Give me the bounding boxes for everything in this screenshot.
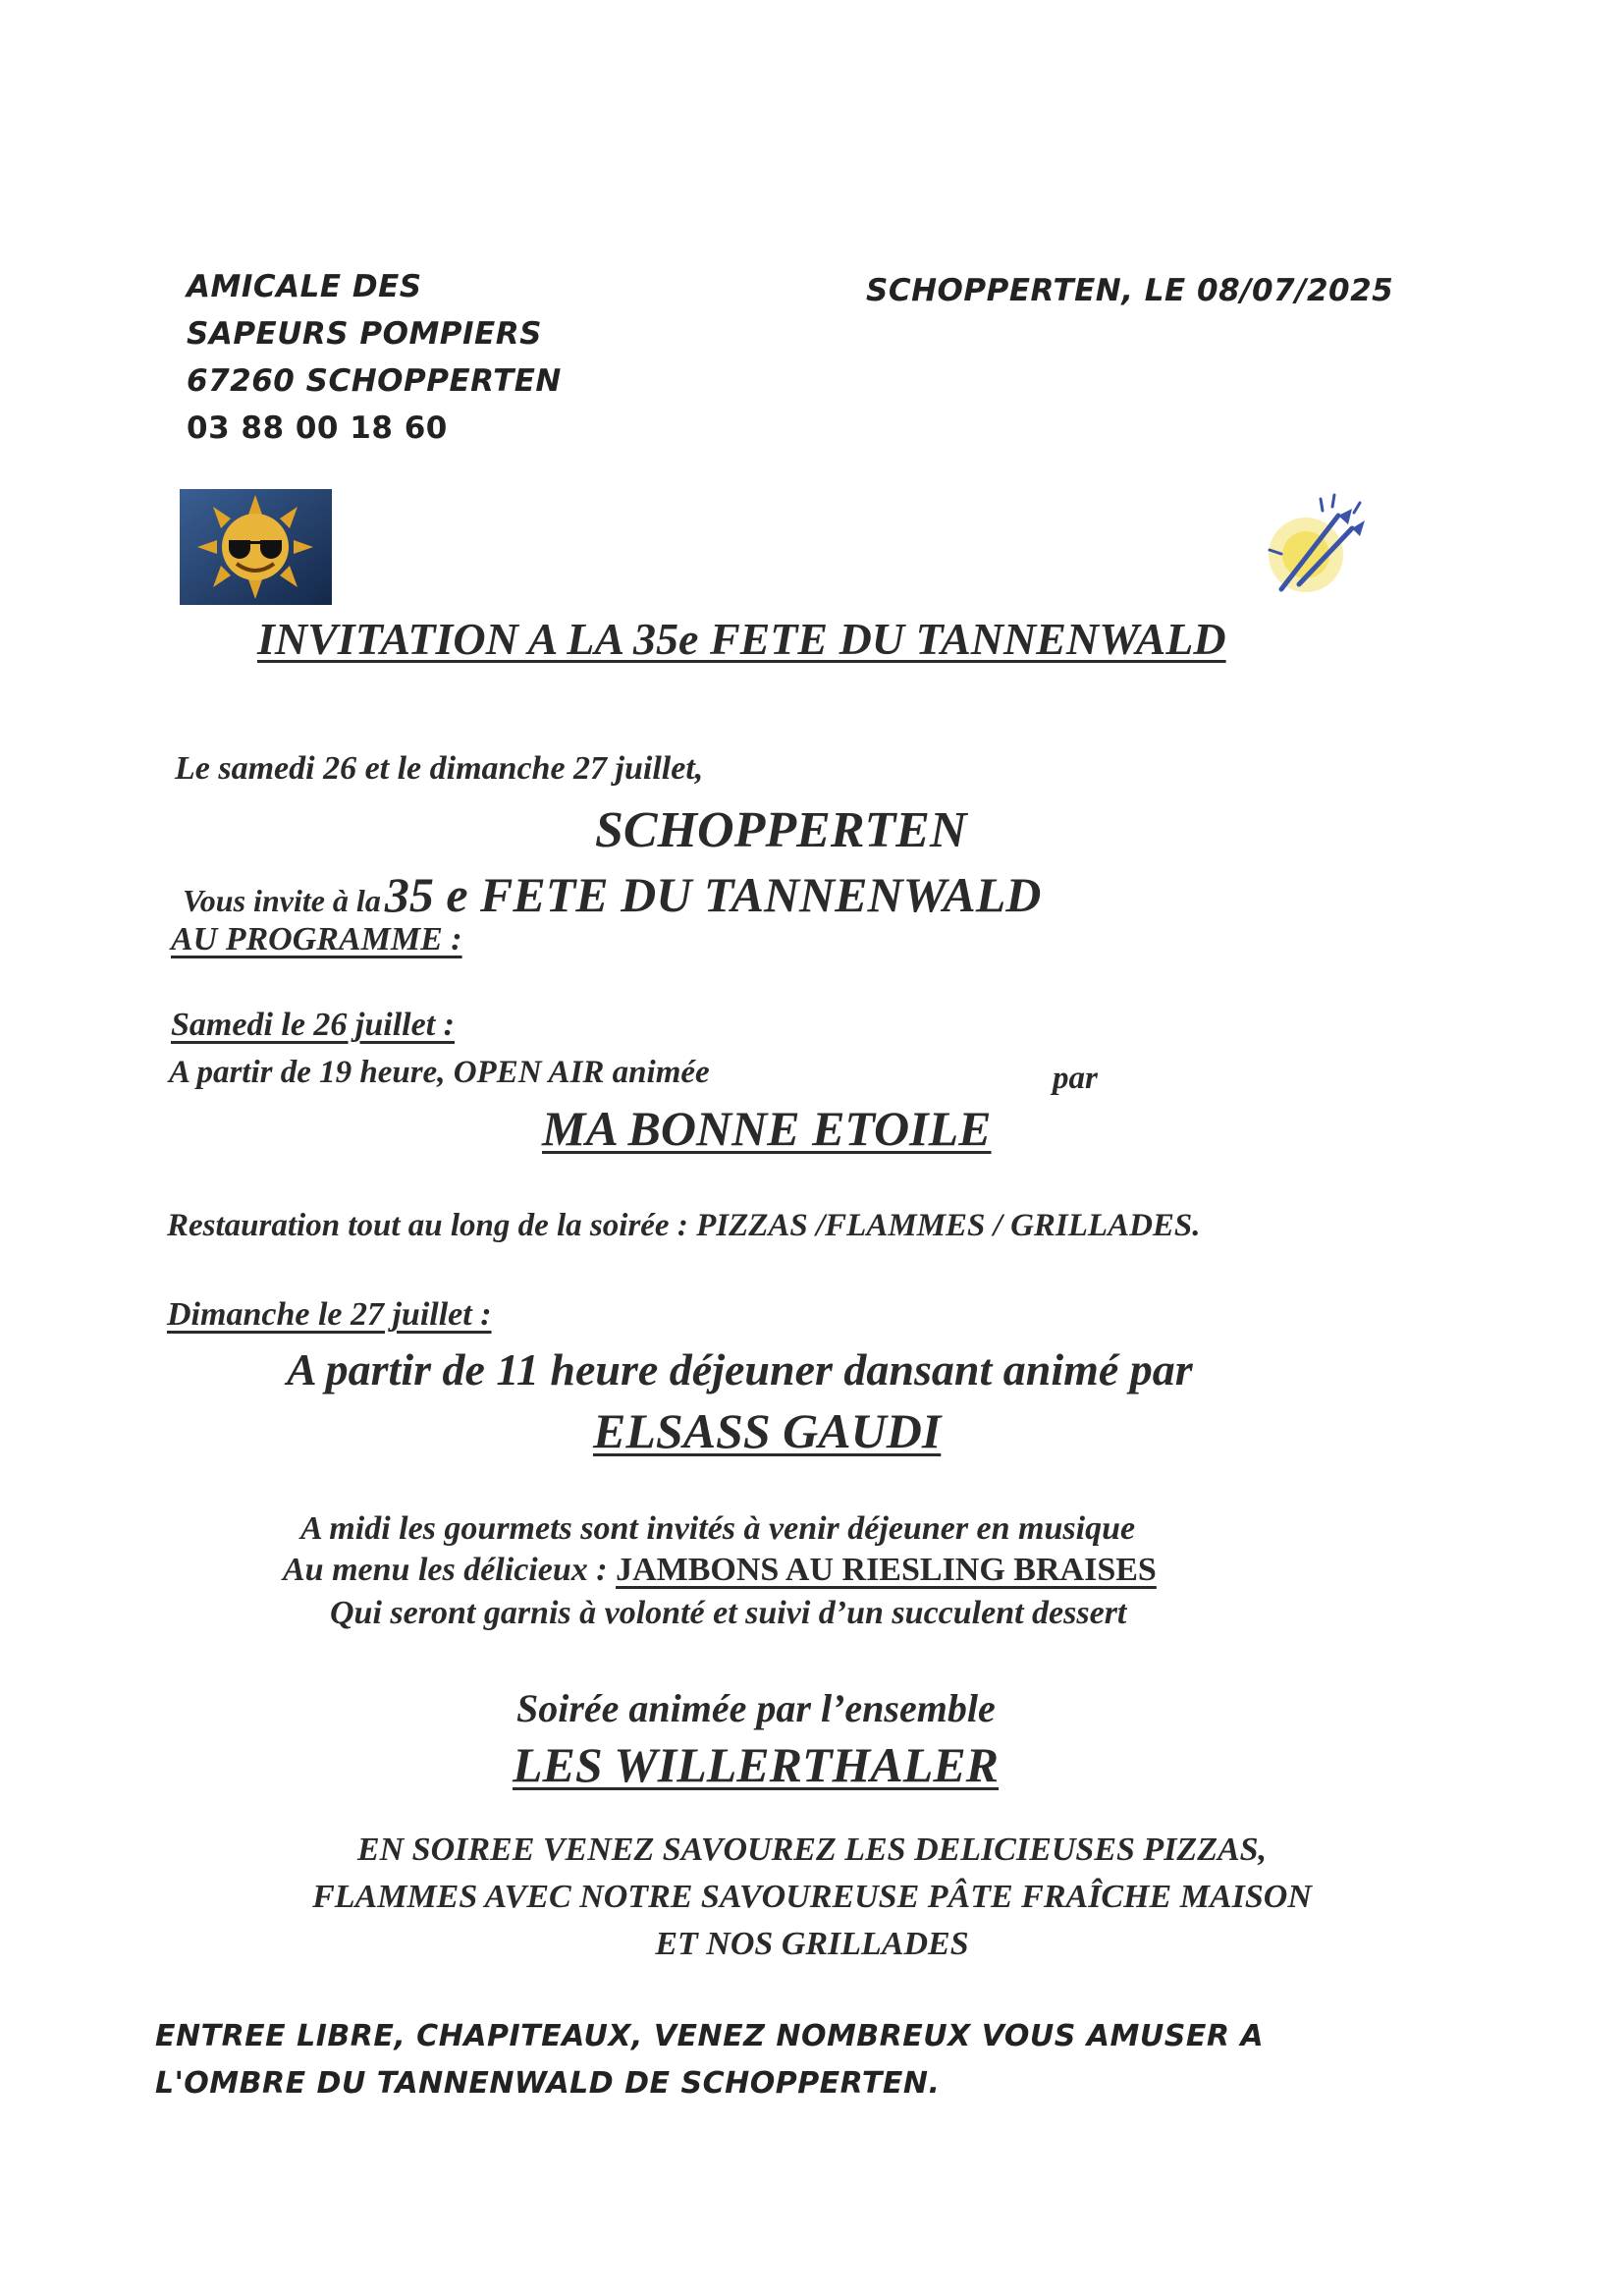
saturday-food: Restauration tout au long de la soirée : PIZZAS /FLAMMES / GRILLADES.	[167, 1208, 1201, 1243]
saturday-heading: Samedi le 26 juillet :	[171, 1007, 455, 1043]
firework-rocket-icon	[1262, 491, 1370, 604]
sunday-evening-band	[513, 1736, 999, 1793]
sender-line-3: 67260 SCHOPPERTEN	[187, 363, 562, 399]
sender-phone: 03 88 00 18 60	[187, 410, 448, 446]
saturday-band	[542, 1100, 992, 1157]
closing-line-2: FLAMMES AVEC NOTRE SAVOUREUSE PÂTE FRAÎCHE MAISON	[312, 1879, 1312, 1915]
saturday-par: par	[1053, 1061, 1098, 1096]
intro-dates: Le samedi 26 et le dimanche 27 juillet,	[175, 750, 704, 787]
closing-line-1: EN SOIREE VENEZ SAVOUREZ LES DELICIEUSES PIZZAS,	[356, 1831, 1268, 1868]
closing-block	[0, 1827, 1624, 1968]
page-title-text: INVITATION A LA 35e FETE DU TANNENWALD	[257, 614, 1226, 664]
sunday-band	[593, 1402, 941, 1459]
intro-invite-prefix: Vous invite à la	[183, 883, 381, 918]
programme-label: AU PROGRAMME :	[171, 921, 462, 957]
sunday-heading: Dimanche le 27 juillet :	[167, 1296, 492, 1333]
sender-line-1: AMICALE DES	[187, 269, 422, 304]
place-date: SCHOPPERTEN, LE 08/07/2025	[866, 273, 1394, 308]
footer-block	[155, 2013, 1264, 2107]
sunday-lunch-1: A midi les gourmets sont invités à venir déjeuner en musique	[300, 1510, 1136, 1547]
sunday-evening-band-text: LES WILLERTHALER	[513, 1737, 1000, 1792]
sunday-lunch-2	[283, 1552, 1157, 1589]
sunday-band-text: ELSASS GAUDI	[593, 1403, 942, 1458]
sender-block	[187, 263, 562, 452]
footer-line-1: ENTREE LIBRE, CHAPITEAUX, VENEZ NOMBREUX VOUS AMUSER A	[155, 2019, 1265, 2053]
footer-line-2: L'OMBRE DU TANNENWALD DE SCHOPPERTEN.	[155, 2066, 941, 2101]
sunday-lunch-3: Qui seront garnis à volonté et suivi d’un succulent dessert	[330, 1595, 1127, 1631]
intro-invite	[183, 866, 1041, 923]
intro-invite-main: 35 e FETE DU TANNENWALD	[384, 867, 1042, 922]
sender-line-2: SAPEURS POMPIERS	[187, 316, 542, 352]
closing-line-3: ET NOS GRILLADES	[655, 1926, 969, 1962]
sunday-evening: Soirée animée par l’ensemble	[516, 1686, 996, 1730]
page-title	[257, 613, 1226, 665]
sunday-line: A partir de 11 heure déjeuner dansant animé par	[287, 1344, 1193, 1394]
sunday-lunch-2-dish: JAMBONS AU RIESLING BRAISES	[616, 1552, 1157, 1588]
sun-with-sunglasses-icon	[180, 489, 332, 605]
intro-town: SCHOPPERTEN	[595, 802, 967, 858]
saturday-band-text: MA BONNE ETOILE	[542, 1101, 992, 1156]
saturday-line: A partir de 19 heure, OPEN AIR animée	[169, 1055, 710, 1090]
sunday-lunch-2-prefix: Au menu les délicieux :	[283, 1552, 608, 1588]
